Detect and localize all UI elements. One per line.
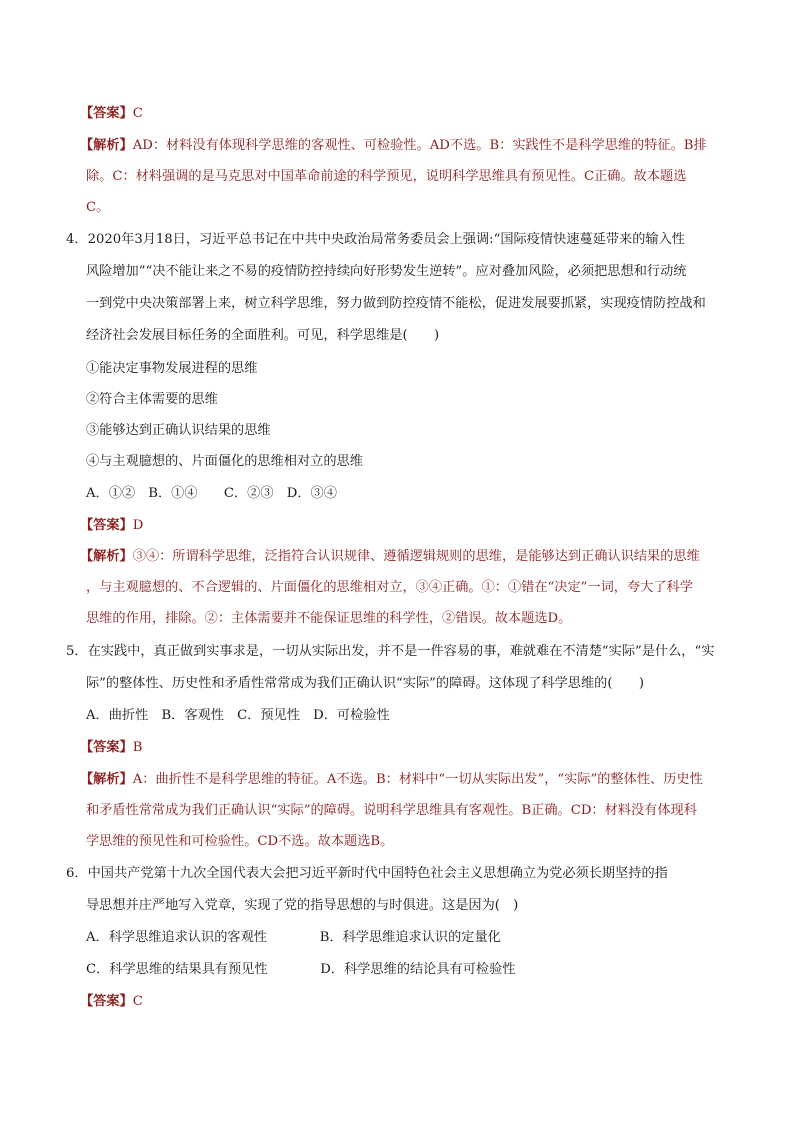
explanation-q5-line-2: 和矛盾性常常成为我们正确认识“实际”的障碍。说明科学思维具有客观性。B正确。CD：材料没有体现科 — [86, 803, 697, 818]
answer-tag: 【答案】 — [80, 106, 133, 121]
answer-q4 — [80, 516, 143, 536]
question-5-line-2: 际”的整体性、历史性和矛盾性常常成为我们正确认识“实际”的障碍。这体现了科学思维的( ) — [86, 676, 645, 691]
answer-value: B — [132, 740, 143, 755]
explanation-text: ③④：所谓科学思维，泛指符合认识规律、遵循逻辑规则的思维，是能够达到正确认识结果的思维 — [132, 549, 700, 564]
answer-tag: 【答案】 — [80, 740, 133, 755]
question-4-line-3: 一到党中央决策部署上来，树立科学思维，努力做到防控疫情不能松，促进发展要抓紧，实现疫情防控战和 — [86, 296, 706, 311]
answer-q5 — [80, 738, 142, 758]
explanation-q4-line-3: 思维的作用，排除。②：主体需要并不能保证思维的科学性，②错误。故本题选D。 — [86, 611, 572, 626]
answer-q6 — [80, 992, 143, 1012]
question-4-line-4: 经济社会发展目标任务的全面胜利。可见，科学思维是( ) — [86, 328, 440, 343]
explanation-q3-line-1 — [80, 136, 707, 156]
answer-tag: 【答案】 — [80, 518, 133, 533]
option-3: ③能够达到正确认识结果的思维 — [86, 423, 271, 438]
explanation-q5-line-1 — [80, 770, 703, 790]
question-5-line-1: 5．在实践中，真正做到实事求是，一切从实际出发，并不是一件容易的事，难就难在不清楚“实际”是什么，“实 — [66, 644, 715, 659]
explanation-q4-line-2: ，与主观臆想的、不合逻辑的、片面僵化的思维相对立，③④正确。①：①错在“决定”一词，夸大了科学 — [86, 580, 693, 595]
explanation-text: AD：材料没有体现科学思维的客观性、可检验性。AD不选。B：实践性不是科学思维的特征。B排 — [132, 138, 707, 153]
answer-value: C — [132, 106, 143, 121]
question-4-choices: A．①② B．①④ C．②③ D．③④ — [86, 486, 337, 501]
question-4-line-1: 4．2020年3月18日，习近平总书记在中共中央政治局常务委员会上强调:“国际疫情快速蔓延带来的输入性 — [66, 232, 685, 247]
question-6-choices-line-2: C．科学思维的结果具有预见性 D．科学思维的结论具有可检验性 — [86, 962, 516, 977]
explanation-q5-line-3: 学思维的预见性和可检验性。CD不选。故本题选B。 — [86, 834, 394, 849]
option-2: ②符合主体需要的思维 — [86, 392, 218, 407]
explanation-tag: 【解析】 — [80, 549, 133, 564]
question-5-choices: A．曲折性 B．客观性 C．预见性 D．可检验性 — [86, 708, 390, 723]
question-4-line-2: 风险增加”“决不能让来之不易的疫情防控持续向好形势发生逆转”。应对叠加风险，必须把思想和行动统 — [86, 264, 687, 279]
answer-value: C — [132, 994, 143, 1009]
explanation-q3-line-2: 除。C：材料强调的是马克思对中国革命前途的科学预见，说明科学思维具有预见性。C正确。故本题选 — [86, 169, 687, 184]
answer-value: D — [132, 518, 144, 533]
option-1: ①能决定事物发展进程的思维 — [86, 361, 258, 376]
explanation-q3-line-3: C。 — [86, 200, 110, 215]
question-6-line-2: 导思想并庄严地写入党章，实现了党的指导思想的与时俱进。这是因为( ) — [86, 898, 519, 913]
explanation-q4-line-1 — [80, 547, 700, 567]
explanation-tag: 【解析】 — [80, 772, 133, 787]
question-6-choices-line-1: A．科学思维追求认识的客观性 B．科学思维追求认识的定量化 — [86, 930, 501, 945]
explanation-tag: 【解析】 — [80, 138, 133, 153]
question-6-line-1: 6．中国共产党第十九次全国代表大会把习近平新时代中国特色社会主义思想确立为党必须长期坚持的指 — [66, 866, 668, 881]
answer-tag: 【答案】 — [80, 994, 133, 1009]
explanation-text: A：曲折性不是科学思维的特征。A不选。B：材料中“一切从实际出发”，“实际”的整体性、历史性 — [132, 772, 703, 787]
option-4: ④与主观臆想的、片面僵化的思维相对立的思维 — [86, 454, 363, 469]
answer-q3 — [80, 104, 143, 124]
